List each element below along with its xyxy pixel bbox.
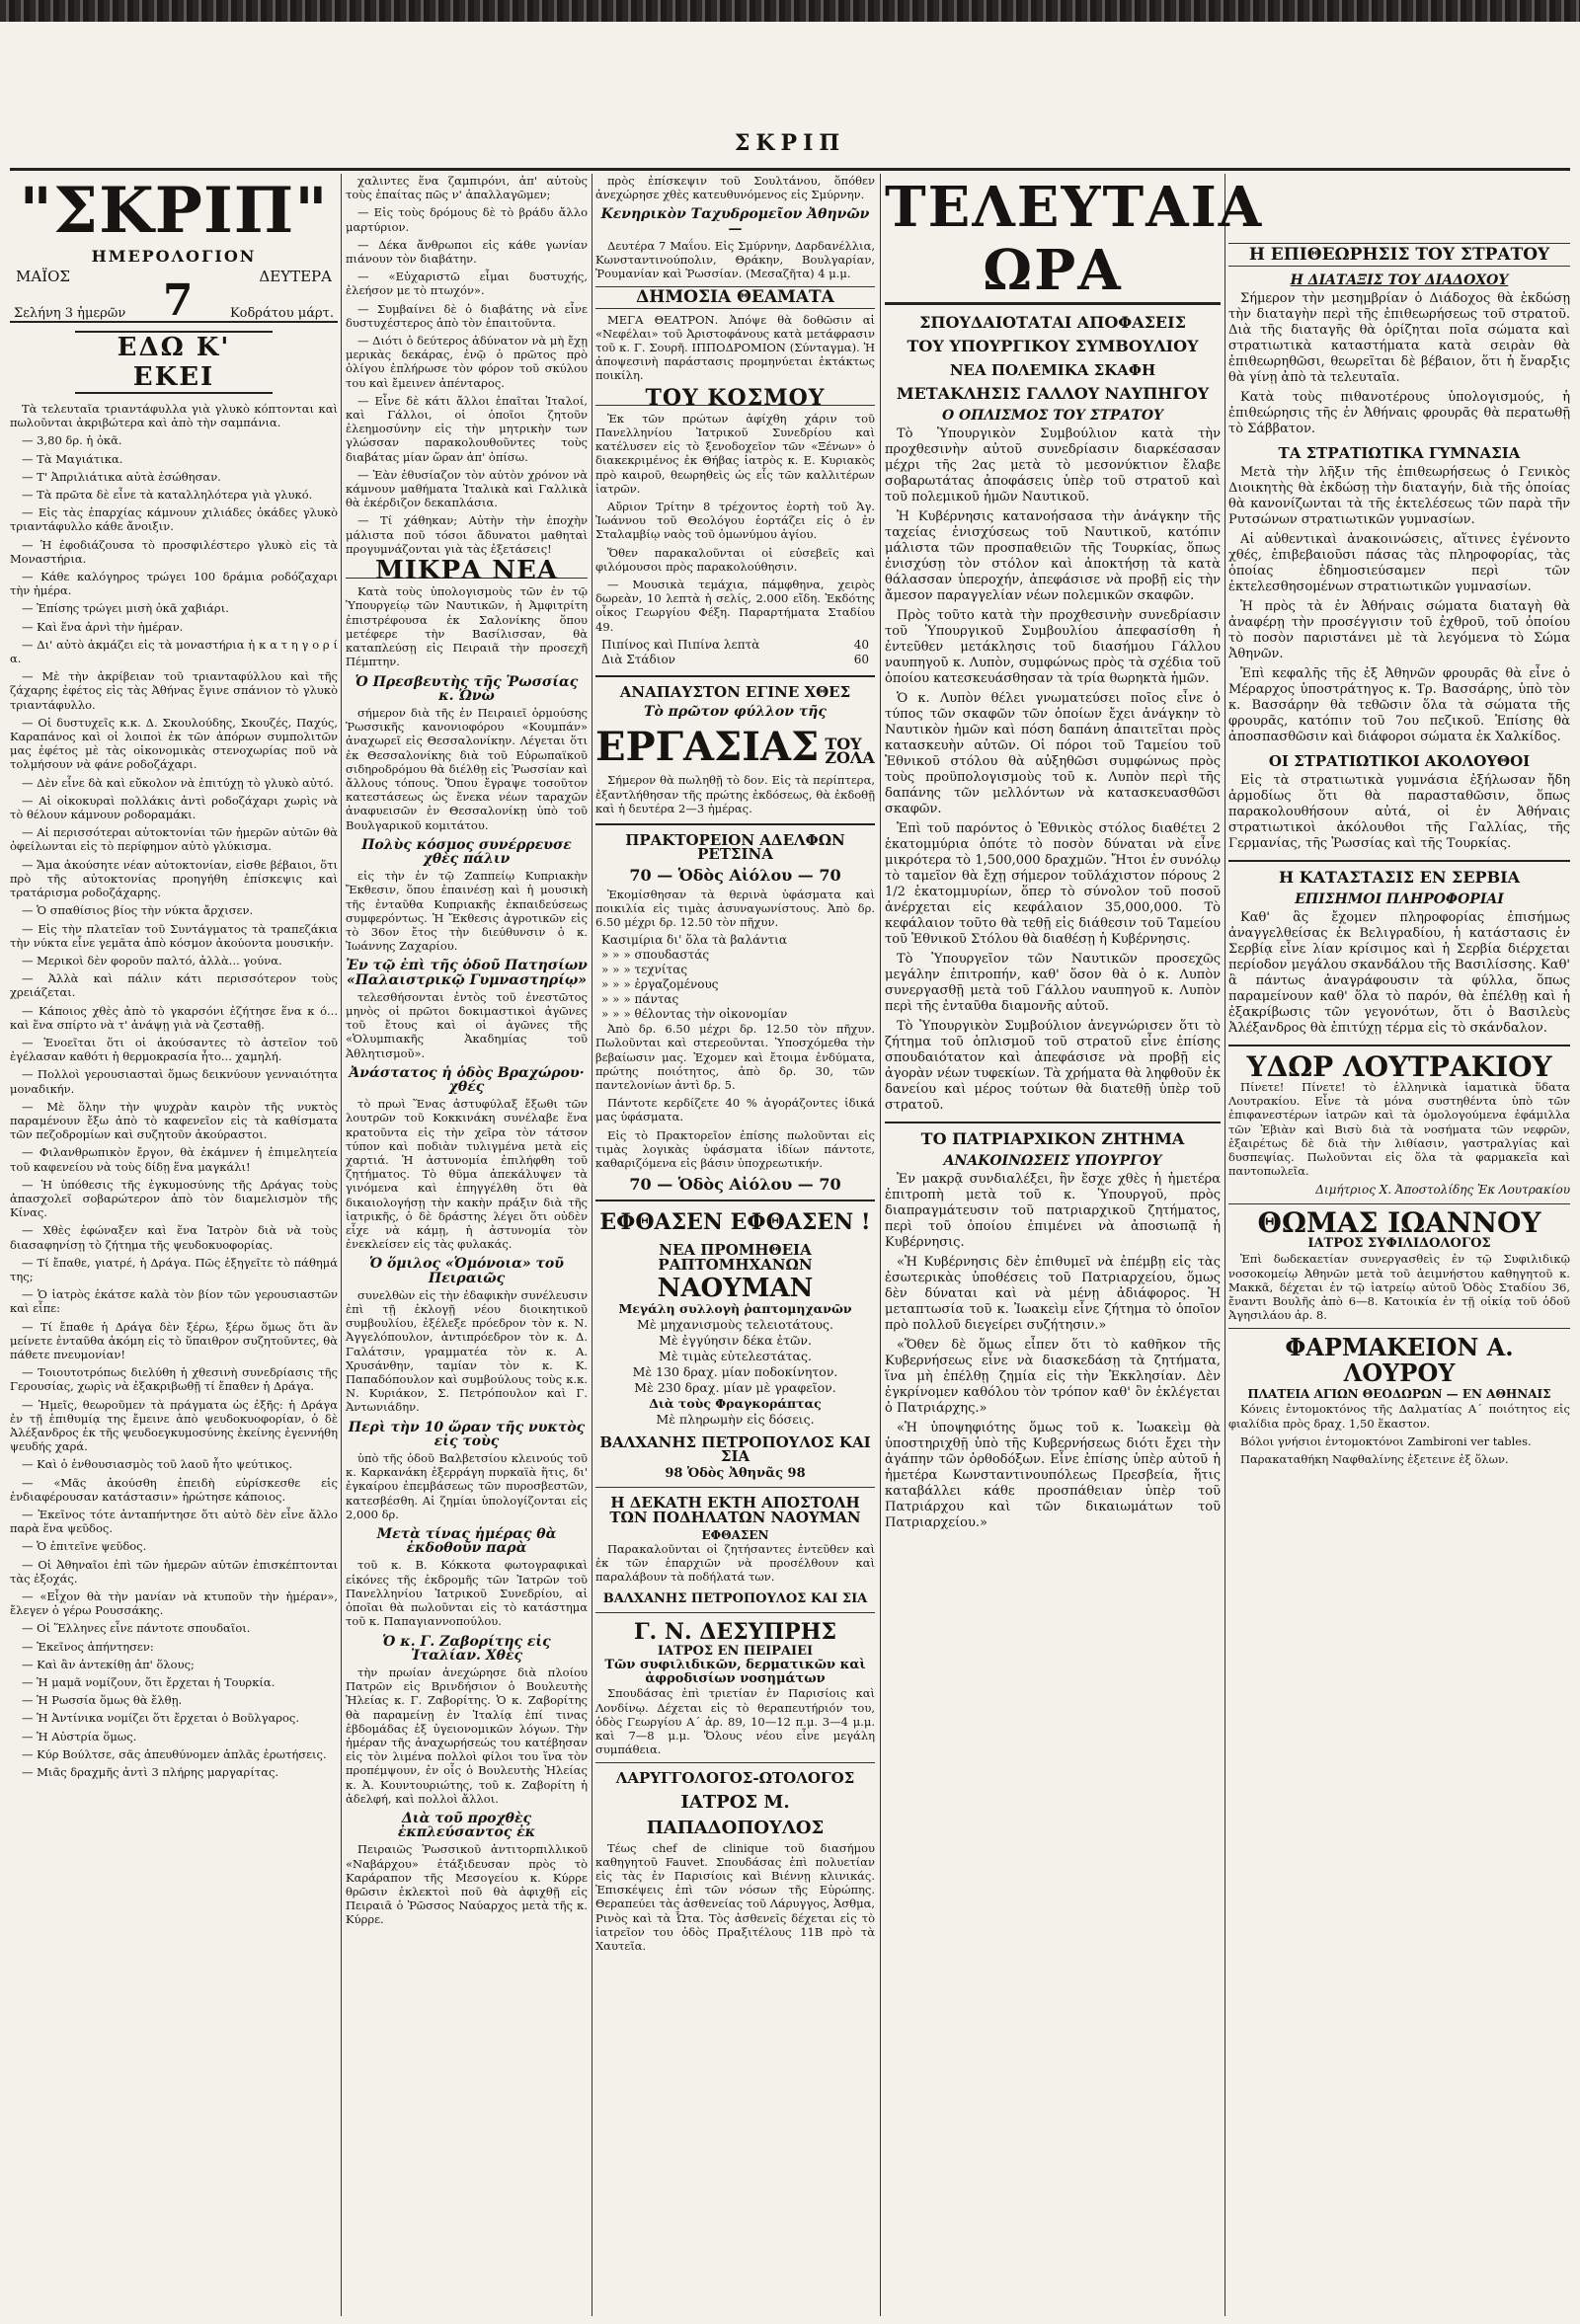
pharmakeion-text: Κόνεις ἐντομοκτόνος τῆς Δαλματίας Α΄ ποιότητος εἰς φιαλίδια πρὸς δραχ. 1,50 ἕκαστον. (1228, 1402, 1570, 1431)
paragraph: — Μερικοὶ δὲν φοροῦν παλτό, ἀλλὰ... γούνα. (22, 953, 282, 968)
paragraph: — «Εἶχον θὰ τὴν μανίαν νὰ κτυποῦν τὴν ἡμέραν», ἔλεγεν ὁ γέρω Ρουσσάκης. (10, 1589, 338, 1618)
paragraph: Τὸ Ὑπουργικὸν Συμβούλιον κατὰ τὴν προχθεσινὴν αὐτοῦ συνεδρίασιν διαρκέσασαν μέχρι τῆς 2ας μετὰ τὸ μεσονύκτιον ἔλαβε σοβαρωτάτας ἀποφάσεις ὑπὲρ τοῦ στρατοῦ καὶ τοῦ πολεμικοῦ ἡμῶν Ναυτικοῦ. (885, 426, 1221, 504)
paragraph: — Δι' αὐτὸ ἀκμάζει εἰς τὰ μοναστήρια ἡ κ α τ η γ ο ρ ί α. (10, 637, 338, 666)
divider (595, 1487, 875, 1488)
divider (1228, 1328, 1570, 1329)
retsina-list-item: » » » θέλοντας τὴν οἰκονομίαν (601, 1007, 788, 1022)
paragraph: Τὰ τελευταῖα τριαντάφυλλα γιὰ γλυκὸ κόπτονται καὶ πωλοῦνται ἀκριβώτερα καὶ ἀπὸ τὴν σαμπάνια. (10, 402, 338, 430)
head-thomas: ΘΩΜΑΣ ΙΩΑΝΝΟΥ (1257, 1206, 1541, 1240)
paragraph: Μετὰ τὴν λῆξιν τῆς ἐπιθεωρήσεως ὁ Γενικὸς Διοικητὴς θὰ ἐκδώσῃ τὴν διαταγήν, διὰ τῆς ὁποίας θὰ κανονίζωνται τὰ τῆς ἐκτελέσεως τῶν παρὰ τῆν Ρυτσώνων στρατιωτικῶν γυμνασίων. (1228, 465, 1570, 527)
price-item: Διὰ Στάδιον (601, 652, 675, 666)
pharmakeion-text-3: Παρακαταθήκη Ναφθαλίνης ἐξετεινε ἐξ ὅλων. (1240, 1452, 1509, 1467)
apostoli-firm: ΒΑΛΧΑΝΗΣ ΠΕΤΡΟΠΟΥΛΟΣ ΚΑΙ ΣΙΑ (602, 1590, 868, 1606)
post-text: Δευτέρα 7 Μαΐου. Εἰς Σμύρνην, Δαρδανέλλια, Κωνσταντινούπολιν, Θράκην, Βουλγαρίαν, Ῥουμανίαν καὶ Ῥωσσίαν. (Μεσαζῆτα) 4 μ.μ. (595, 238, 875, 281)
heading-tou-kosmou: ΤΟΥ ΚΟΣΜΟΥ (595, 391, 875, 406)
ergasias-title-row (595, 722, 875, 773)
head-akolouthoi: ΟΙ ΣΤΡΑΤΙΩΤΙΚΟΙ ΑΚΟΛΟΥΘΟΙ (1268, 752, 1531, 770)
divider (1228, 1045, 1570, 1046)
desipris-text: Σπουδάσας ἐπὶ τριετίαν ἐν Παρισίοις καὶ Λονδίνῳ. Δέχεται εἰς τὸ θεραπευτήριόν του, ὁδὸς Γεωργίου Α΄ ἀρ. 89, 10—12 π.μ. 3—4 μ.μ. καὶ 7—8 μ.μ. Ὅλους νέου εἶνε μεγάλη συμπάθεια. (595, 1686, 875, 1757)
papadopoulos-text: Τέως chef de clinique τοῦ διασήμου καθηγητοῦ Fauvet. Σπουδάσας ἐπὶ πολυετίαν εἰς τὰς ἐν Παρισίοις καὶ Βιέννῃ κλινικάς. Ἐπισκέψεις ἐπὶ τῶν νόσων τῆς Εὐρώπης. Θεραπεύει τὰς ἀσθενείας τοῦ Λάρυγγος, Ἀσθμα, Ρινὸς καὶ τὰ Ὦτα. Τὸς ἀσθενεῖς δέχεται εἰς τὸ ἰατρεῖον του ὁδὸς Πραξιτέλους 11Β πρὸ τὰ Χαυτεῖα. (595, 1840, 875, 1954)
paragraph: — Ἐκεῖνος τότε ἀνταπήντησε ὅτι αὐτὸ δὲν εἶνε ἄλλο παρὰ ἕνα ψεῦδος. (10, 1508, 338, 1536)
paragraph: — Φιλανθρωπικὸν ἔργον, θὰ ἐκάμνεν ἡ ἐπιμελητεία τοῦ καφενείου νὰ τοὺς δίδῃ ἕνα μαγκάλι! (10, 1145, 338, 1174)
paragraph: — Χθὲς ἐφώναξεν καὶ ἕνα Ἰατρὸν διὰ νὰ τοὺς διασαφηνίσῃ τὸ ζήτημα τῆς ψευδοκυοφορίας. (10, 1223, 338, 1252)
heading-otologos: ΛΑΡΥΓΓΟΛΟΓΟΣ-ΩΤΟΛΟΓΟΣ (615, 1769, 855, 1788)
news-item: τοῦ κ. Β. Κόκκοτα φωτογραφικαὶ εἰκόνες τῆς ἐκδρομῆς τῶν Ἰατρῶν τοῦ Πανελληνίου Ἰατρικοῦ Συνεδρίου, αἱ ὁποῖαι θὰ πωλοῦνται εἰς τὸ κατάστημα τοῦ κ. Παπαγιαννοπούλου. (346, 1558, 588, 1629)
retsina-list-item: » » » πάντας (601, 992, 679, 1007)
paragraph: — Καὶ ὁ ἐνθουσιασμὸς τοῦ λαοῦ ἦτο ψεύτικος. (22, 1457, 293, 1472)
news-item: τὸ πρωὶ Ἕνας ἀστυφύλαξ ἔξωθι τῶν λουτρῶν τοῦ Κοκκινάκη συνέλαβε ἕνα κρατοῦντα εἰς τὴν χεῖρα τὸν τάτσον τύπον καὶ ποδιὰν τυλιγμένα μετὰ εἰς χαρτιά. Ἡ ἀστυνομία ἐπιλήφθη τοῦ ζητήματος. Τὸ θῦμα ἀπεκάλυψεν τὰ γινόμενα καὶ ἐπηγγέλθη ὅτι θὰ δικαιολογήσῃ τὴν κακὴν πράξιν διὰ τῆς ἰατρικῆς, ὁ δὲ δράστης λέγει ὅτι οὐδὲν εἶχε νὰ κάμῃ, ἡ ἀστυνομία τὸν ἐνεκλείσεν εἰς τὰς φυλακάς. (346, 1097, 588, 1252)
retsina-list (595, 933, 875, 1022)
paragraph: — Δέκα ἄνθρωποι εἰς κάθε γωνίαν πιάνουν τὸν διαβάτην. (346, 237, 588, 267)
saint-of-day: Κοδράτου μάρτ. (229, 306, 334, 321)
paragraph: — Ἡμεῖς, θεωροῦμεν τὰ πράγματα ὡς ἑξῆς: ἡ Δράγα ἐν τῇ ἐπιθυμίᾳ της ἔμεινε ἀπὸ ψευδοκυοφορίαν, ὁ δὲ Ἀλέξανδρος ἐκ τῆς ψευδοεγκυμοσύνης ἐκείνης ἐγεννήθη ψευδής χαρά. (10, 1397, 338, 1454)
paragraph: — Τί ἔπαθε ἡ Δράγα δὲν ξέρω, ξέρω ὅμως ὅτι ἂν μείνετε ἐνταῦθα ἀκόμη εἰς τὸ ὕπαιθρον συζητοῦντες, θὰ πάθετε πνευμονίαν! (10, 1319, 338, 1361)
paragraph: — Οἱ δυστυχεῖς κ.κ. Δ. Σκουλούδης, Σκουζές, Παχύς, Καραπάνος καὶ οἱ λοιποὶ ἐκ τῶν ἀπόρων συμπολιτῶν μας ἐφέτος μὲ τὰς οἰκονομικὰς στενοχωρίας ποῦ νὰ τολμήσουν νὰ φάνε ροδοζάχαρι. (10, 715, 338, 772)
divider (1228, 860, 1570, 862)
price-row (595, 653, 875, 667)
heading-desipris: Γ. Ν. ΔΕΣΥΠΡΗΣ (633, 1618, 837, 1645)
paragraph: Τὸ Ὑπουργεῖον τῶν Ναυτικῶν προσεχῶς μεγάλην ἐπιτροπήν, καθ' ὅσον θὰ ὁ κ. Λυπὸν συνεργασθῇ μετὰ τοῦ Γάλλου ναυπηγοῦ κ. Λυπὸν περὶ τῆς ἐνταῦθα διαμονῆς αὐτοῦ. (885, 952, 1221, 1014)
naouman-list-item: Μὲ τιμὰς εὐτελεστάτας. (659, 1348, 812, 1363)
news-item: Κατὰ τοὺς ὑπολογισμοὺς τῶν ἐν τῷ Ὑπουργείῳ τῶν Ναυτικῶν, ἡ Ἀμφιτρίτη ἐπιστρέφουσα ἐκ Σαλονίκης ὅπου μετέφερε τὴν Βασίλισσαν, θὰ καταπλεύσῃ εἰς Πειραιᾶ τὴν προσεχῆ Πέμπτην. (346, 584, 588, 669)
retsina-text-2: Ἀπὸ δρ. 6.50 μέχρι δρ. 12.50 τὸν πῆχυν. Πωλοῦνται καὶ στερεοῦνται. Ὑποσχόμεθα τὴν βεβαίωσιν μας. Ἐχομεν καὶ ἔτοιμα ἐνδύματα, πρώτης ποιότητος, ἀπὸ δρ. 30, τῶν παντελονίων ἀντὶ δρ. 5. (595, 1022, 875, 1092)
news-item: εἰς τὴν ἐν τῷ Ζαππείῳ Κυπριακὴν Ἔκθεσιν, ὅπου ἐπαινέσῃ καὶ ἡ μουσικὴ τῆς ἐνταῦθα Κυπριακῆς ἐκπαιδεύσεως συμφερόντως. Ἡ Ἔκθεσις ἀγροτικῶν εἰς τὸ 36ον ἔτος τὴν διεύθυνσιν ὁ κ. Ἰωάννης Ζαχαρίου. (346, 869, 588, 954)
pharmakeion-text-2: Βόλοι γνήσιοι ἐντομοκτόνοι Zambironi ver tables. (1240, 1433, 1532, 1448)
paragraph: — Αἱ περισσότεραι αὐτοκτονίαι τῶν ἡμερῶν αὐτῶν θὰ ὀφείλωνται εἰς τὸ περίφημον αὐτὸ γλύκισμα. (10, 825, 338, 854)
paragraph: Αἱ αὐθεντικαὶ ἀνακοινώσεις, αἵτινες ἐγένοντο χθές, ἐπιβεβαιοῦσι πάσας τὰς πληροφορίας, τὰς ὁποίας ἐδημοσιεύσαμεν περὶ τῶν ἐκτελεσθησομένων στρατιωτικῶν γυμνασίων. (1228, 532, 1570, 594)
month: ΜΑΪΟΣ (16, 268, 71, 285)
heading-dimosia-theamata: ΔΗΜΟΣΙΑ ΘΕΑΜΑΤΑ (595, 286, 875, 308)
naouman-list-item: Μὲ μηχανισμοὺς τελειοτάτους. (637, 1316, 833, 1332)
serbia-text: Καθ' ἃς ἔχομεν πληροφορίας ἐπισήμως ἀναγγελθείσας ἐκ Βελιγραδίου, ἡ κατάστασις ἐν Σερβίᾳ εἶνε λίαν κρίσιμος καὶ ἡ Σερβία διέρχεται περίοδον μεγάλου σκανδάλου τῆς Βασιλίσσης. Καθ' ἃ πάντως ἀναγράφουσιν τὰ φύλλα, ὅπως παραμείνουν καθ' ὅλα τὸ παρόν, θὰ ἐπέλθῃ καὶ ἡ ἐξακρίβωσις τῶν γεγονότων, ὅτι ὁ Βασιλεὺς Ἀλέξανδρος θὰ ἐπιτύχῃ τέρμα εἰς τὸ σκάνδαλον. (1228, 910, 1570, 1036)
paragraph: — Καὶ ἂν ἀντεκίθῃ ἀπ' ὅλους; (22, 1657, 195, 1671)
column-rule (880, 174, 881, 2316)
thomas-text: Ἐπὶ δωδεκαετίαν συνεργασθεὶς ἐν τῷ Συφιλιδικῷ νοσοκομείῳ Ἀθηνῶν μετὰ τοῦ ἀειμνήστου καθηγητοῦ κ. Μακκᾶ, δέχεται ἐν τῷ ἰατρείῳ αὐτοῦ Ὁδὸς Σταδίου 36, ἔναντι Βουλῆς ἀπὸ 6—8. Κατοικία ἐν τῇ οἰκίᾳ τοῦ ὁδοῦ Ἀγησιλάου ἀρ. 8. (1228, 1252, 1570, 1323)
theamata-text: ΜΕΓΑ ΘΕΑΤΡΟΝ. Ἀπόψε θὰ δοθῶσιν αἱ «Νεφέλαι» τοῦ Ἀριστοφάνους κατὰ μετάφρασιν τοῦ κ. Γ. Σουρῆ. ΙΠΠΟΔΡΟΜΙΟΝ (Σύνταγμα). Ἡ ἀποψεσινὴ παράστασις προμηνύεται ἐκτάκτως ποικίλη. (595, 312, 875, 383)
heading-promitheia: ΝΕΑ ΠΡΟΜΗΘΕΙΑ ΡΑΠΤΟΜΗΧΑΝΩΝ (658, 1241, 813, 1274)
divider (1228, 1203, 1570, 1204)
paragraph: — Τὰ πρῶτα δὲ εἶνε τὰ καταλληλότερα γιὰ γλυκό. (22, 488, 313, 503)
paragraph: Αὔριον Τρίτην 8 τρέχοντος ἑορτὴ τοῦ Ἁγ. Ἰωάννου τοῦ Θεολόγου ἑορτάζει εἰς ὁ ἐν Σταλαμβίῳ ναὸς τοῦ ὁμωνύμου ἁγίου. (595, 500, 875, 542)
masthead-subtitle: ΗΜΕΡΟΛΟΓΙΟΝ (91, 247, 257, 266)
patriarch-text (885, 1172, 1221, 1531)
price-row (595, 638, 875, 653)
retsina-list-item: » » » τεχνίτας (601, 963, 688, 977)
paragraph: — Μὲ τὴν ἀκρίβειαν τοῦ τριανταφύλλου καὶ τῆς ζάχαρης ἐφέτος εἰς τὰς Ἀθήνας ἔγινε σπάνιον τὸ γλυκὸ τριαντάφυλλο. (10, 669, 338, 712)
news-item: τὴν πρωίαν ἀνεχώρησε διὰ πλοίου Πατρῶν εἰς Βρινδήσιον ὁ Βουλευτὴς Ἠλείας κ. Γ. Ζαβορίτης. Ὁ κ. Ζαβορίτης θὰ παραμείνῃ ἐν Ἰταλίᾳ ἐπί τινας ἑβδομάδας ἐξ ὑγειονομικῶν λόγων. Τὴν ἡμέραν τῆς ἀναχωρήσεώς του κατέβησαν εἰς τὸν λιμένα πολλοὶ φίλοι του ἵνα τὸν προπέμψουν, ἐν οἷς ὁ Βουλευτὴς Ἠλείας κ. Ἀ. Κουντουριώτης, τοῦ κ. Ζαβορίτη ἡ ἀδελφή, καὶ πολλοὶ ἄλλοι. (346, 1665, 588, 1806)
price-value: 40 (853, 637, 869, 652)
paragraph: χαλιντες ἕνα ζαμπιρόνι, ἀπ' αὐτοὺς τοὺς ἐπαίτας πῶς ν' ἀπαλλαγῶμεν; (346, 174, 588, 202)
paragraph: — Ἡ ἐφοδιάζουσα τὸ προσφιλέστερο γλυκὸ εἰς τὰ Μοναστήρια. (10, 537, 338, 566)
paragraph: «Ἡ Κυβέρνησις δὲν ἐπιθυμεῖ νὰ ἐπέμβῃ εἰς τὰς ἐσωτερικὰς ὑποθέσεις τοῦ Πατριαρχείου, ὅμως δὲν δύναται καὶ νὰ μένῃ ἀδιάφορος. Ἡ μεταπτωσία τοῦ κ. Ἰωακεὶμ εἶνε ζήτημα τὸ ὁποῖον πρὸ πολλοῦ διεγείρει συζήτησιν.» (885, 1255, 1221, 1333)
news-heading: Ἀνάστατος ἡ ὁδὸς Βραχώρου· χθές (349, 1064, 585, 1095)
news-item: πρὸς ἐπίσκεψιν τοῦ Σουλτάνου, ὅπόθεν ἀνεχώρησε χθὲς κατευθυνόμενος εἰς Σμύρνην. (595, 174, 875, 202)
head-serbia: Η ΚΑΤΑΣΤΑΣΙΣ ΕΝ ΣΕΡΒΙΑ (1279, 868, 1520, 887)
paragraph: — Εἰς τὰς ἐπαρχίας κάμνουν χιλιάδες ὀκάδες γλυκὸ τριαντάφυλλο κάθε ἄνοιξιν. (10, 505, 338, 534)
retsina-text-4: Εἰς τὸ Πρακτορεῖον ἐπίσης πωλοῦνται εἰς τιμὰς λογικὰς ὑφάσματα ἰδίων πάντοτε, καθαριζόμενα εἰς βάσιν ὑποχρεωτικήν. (595, 1127, 875, 1170)
heading-naouman: ΝΑΟΥΜΑΝ (657, 1273, 814, 1303)
paragraph: Κατὰ τοὺς πιθανοτέρους ὑπολογισμούς, ἡ ἐπιθεώρησις τῆς ἐν Ἀθήναις φρουρᾶς θὰ περατωθῇ τὸ Σάββατον. (1228, 390, 1570, 436)
head-gymnasia: ΤΑ ΣΤΡΑΤΙΩΤΙΚΑ ΓΥΜΝΑΣΙΑ (1278, 444, 1521, 462)
news-heading: Διὰ τοῦ προχθὲς ἐκπλεύσαντος ἐκ (397, 1810, 536, 1841)
retsina-list-item: » » » ἐργαζομένους (601, 977, 719, 992)
news-item: ὑπὸ τῆς ὁδοῦ Βαλβετσίου κλεινούς τοῦ κ. Καρκανάκη ἐξερράγη πυρκαϊὰ ἥτις, δι' ἐγκαίρου ἐπεμβάσεως τῶν πυροσβεστῶν, κατεσβέσθη. Αἱ ζημίαι ὑπολογίζονται εἰς 2,000 δρ. (346, 1451, 588, 1521)
head-nea-skafi: ΝΕΑ ΠΟΛΕΜΙΚΑ ΣΚΑΦΗ (949, 361, 1156, 379)
paragraph: — Εἰς τὴν πλατεῖαν τοῦ Συντάγματος τὰ τραπεζάκια τὴν νύκτα εἶνε γεμᾶτα ἀπὸ κόσμον ἀκούοντα μουσικήν. (10, 921, 338, 950)
divider (595, 675, 875, 677)
head-metaklisis: ΜΕΤΑΚΛΗΣΙΣ ΓΑΛΛΟΥ ΝΑΥΠΗΓΟΥ (896, 384, 1210, 403)
paragraph: — Κάθε καλόγηρος τρώγει 100 δράμια ροδόζαχαρι τὴν ἡμέρα. (10, 570, 338, 598)
paragraph: — Ὁ ἐπιτεῖνε ψεῦδος. (22, 1539, 147, 1554)
paragraph: — «Μᾶς ἀκούσθη ἐπειδὴ εὑρίσκεσθε εἰς ἐνδιαφέρουσαν κατάστασιν» ἠρώτησε κάποιος. (10, 1475, 338, 1504)
news-item: συνελθὼν εἰς τὴν ἐδαφικὴν συνέλευσιν ἐπὶ τῇ ἐκλογῇ νέου διοικητικοῦ συμβουλίου, ἐξέλεξε πρόεδρον τὸν κ. Ν. Ἀγγελόπουλον, ἀντιπρόεδρον τὸν κ. Δ. Γαλάτσιν, γραμματέα τὸν κ. Α. Χρυσάνθην, ταμίαν τὸν κ. Κ. Παπαδόπουλον καὶ συμβούλους τοὺς κ.κ. Ν. Κυριάκον, Σ. Πετρόπουλον καὶ Γ. Ἀντωνιάδην. (346, 1287, 588, 1415)
heading-retsina: ΠΡΑΚΤΟΡΕΙΟΝ ΑΔΕΛΦΩΝ ΡΕΤΣΙΝΑ (625, 830, 845, 864)
column-1-text (10, 402, 338, 1779)
price-list (595, 638, 875, 667)
news-item: Πειραιῶς Ῥωσσικοῦ ἀντιτορπιλλικοῦ «Ναβάρχου» ἐτάξιδευσαν πρὸς τὸ Καράραπον τῆς Μεσογείου κ. Κύρρε θρῶσιν ἐκλεκτοὶ ποῦ θὰ ἀφιχθῇ εἰς Πειραιᾶ ὁ Ῥῶσσος Ναύαρχος μετὰ τῆς κ. Κύρρε. (346, 1842, 588, 1927)
retsina-address: 70 — Ὁδὸς Αἰόλου — 70 (629, 866, 841, 886)
news-heading: Πολὺς κόσμος συνέρρευσε χθὲς πάλιν (361, 836, 572, 867)
running-head: ΣΚΡΙΠ (734, 130, 846, 156)
paragraph: Σήμερον τὴν μεσημβρίαν ὁ Διάδοχος θὰ ἐκδώσῃ τὴν διαταγὴν περὶ τῆς ἐπιθεωρήσεως τοῦ στρατοῦ. Διὰ τῆς διαταγῆς θὰ ὁρίζηται ποῖα σώματα καὶ στρατιωτικὰ καταστήματα κατὰ σειρὰν θὰ ἐπιθεωρηθῶσι, θεωρεῖται δὲ βέβαιον, ὅτι ἡ ἔναρξις θὰ γίνῃ ἀπὸ τὰ τελευταῖα. (1228, 291, 1570, 385)
news-item: τελεσθήσονται ἐντὸς τοῦ ἐνεστῶτος μηνὸς οἱ πρῶτοι δοκιμαστικοὶ ἀγῶνες τοῦ ἔτους καὶ οἱ ἀγῶνες τῆς «Ὁλυμπιακῆς Ἀκαδημίας τοῦ Ἀθλητισμοῦ». (346, 989, 588, 1060)
masthead-title: "ΣΚΡΙΠ" (19, 174, 329, 248)
paragraph: — «Εὐχαριστῶ εἶμαι δυστυχής, ἐλεήσον με τὸ πτωχόν». (346, 270, 588, 298)
moon-phase: Σελήνη 3 ἡμερῶν (14, 306, 126, 321)
paragraph: «Ἡ ὑποψηφιότης ὅμως τοῦ κ. Ἰωακεὶμ θὰ ὑποστηριχθῇ ὑπὸ τῆς Κυβερνήσεως διότι ἔχει τὴν ἀγάπην τῶν ὀρθοδόξων. Εἶνε ἐπίσης ὑπὲρ αὐτοῦ ἡ ἡμετέρα Κωνσταντινουπόλεως Πρεσβεία, ἥτις καταβάλλει κάθε προσπάθειαν ὑπὲρ τοῦ Πατριάρχου καὶ τῶν δικαιωμάτων τοῦ Πατριαρχείου.» (885, 1421, 1221, 1530)
divider (595, 1762, 875, 1763)
heading-papadopoulos: ΙΑΤΡΟΣ Μ. ΠΑΠΑΔΟΠΟΥΛΟΣ (646, 1791, 825, 1838)
head-apofaseis: ΣΠΟΥΔΑΙΟΤΑΤΑΙ ΑΠΟΦΑΣΕΙΣ (919, 313, 1186, 332)
naouman-list-item: Μὲ πληρωμὴν εἰς δόσεις. (656, 1411, 815, 1427)
news-heading: Ὁ ὅμιλος «Ὁμόνοια» τοῦ Πειραιῶς (369, 1256, 564, 1286)
paragraph: — Εἰς τοὺς δρόμους δὲ τὸ βράδυ ἄλλο μαρτύριον. (346, 205, 588, 234)
epitheorisis-text (1228, 291, 1570, 437)
column-3 (595, 174, 875, 2316)
paragraph: — Αἱ οἰκοκυραὶ πολλάκις ἀντὶ ροδοζάχαρι χωρὶς νὰ τὸ θέλουν κάμνουν ροδοραμάκι. (10, 793, 338, 822)
paragraph: — Ἡ Ρωσσία ὅμως θὰ ἔλθῃ. (22, 1693, 183, 1708)
paragraph: — Κάποιος χθὲς ἀπὸ τὸ γκαρσόνι ἐζήτησε ἕνα κ ό... καὶ ἕνα σπίρτο νὰ τ' ἀνάψῃ γιὰ νὰ ζεσταθῇ. (10, 1003, 338, 1032)
top-rule (10, 168, 1570, 171)
heading-mikra-nea: ΜΙΚΡΑ ΝΕΑ (346, 564, 588, 579)
teleutaia-text (885, 426, 1221, 1114)
desipris-spec: Τῶν συφιλιδικῶν, δερματικῶν καὶ ἀφροδισίων νοσημάτων (604, 1658, 866, 1687)
head-anakoinoseis: ΑΝΑΚΟΙΝΩΣΕΙΣ ΥΠΟΥΡΓΟΥ (943, 1153, 1162, 1169)
divider (595, 1612, 875, 1613)
paragraph: — Ἐὰν ἐθυσίαζον τὸν αὐτὸν χρόνον νὰ κάμνουν μαθήματα Ἰταλικὰ καὶ Γαλλικὰ θὰ ἐκέρδιζον δεκαπλάσια. (346, 467, 588, 510)
naouman-list (595, 1301, 875, 1428)
naouman-list-item: Διὰ τοὺς Φραγκοράπτας (649, 1395, 822, 1411)
paragraph: Ἐκ τῶν πρώτων ἀφίχθη χάριν τοῦ Πανελληνίου Ἰατρικοῦ Συνεδρίου καὶ κατέλυσεν εἰς τὸ ξενοδοχεῖον τῶν «Ξένων» ὁ διακεκριμένος ἐκ Θήβας ἰατρὸς κ. Ε. Κυριακὸς πρὸ καιροῦ, θεωρηθεὶς ὡς εἷς τῶν καλλιτέρων ἰατρῶν. (595, 411, 875, 496)
efthasen-small: ΕΦΘΑΣΕΝ (701, 1527, 769, 1542)
retsina-list-item: Κασιμίρια δι' ὅλα τὰ βαλάντια (601, 933, 787, 948)
paragraph: Ἐν μακρᾷ συνδιαλέξει, ἣν ἔσχε χθὲς ἡ ἡμετέρα ἐπιτροπὴ μετὰ τοῦ κ. Ὑπουργοῦ, πρὸς διαπραγμάτευσιν τοῦ πατριαρχικοῦ ζητήματος, περὶ τοῦ ὁποίου ἐπιμένει νὰ ἀποσιωπᾷ ἡ Κυβέρνησις. (885, 1172, 1221, 1250)
paragraph: Ἐπὶ κεφαλῆς τῆς ἐξ Ἀθηνῶν φρουρᾶς θὰ εἶνε ὁ Μέραρχος ὑποστράτηγος κ. Τρ. Βασσάρης, ὑπὸ τὸν κ. Βασσάρην θὰ τεθῶσιν ὅλα τὰ σώματα τῆς φρουρᾶς, κατόπιν τοῦ 7ου πεζικοῦ. Ἐπίσης θὰ ἀποσπασθῶσιν καὶ διάφοροι σώματα ἐκ Χαλκίδος. (1228, 666, 1570, 744)
paragraph: — Συμβαίνει δὲ ὁ διαβάτης νὰ εἶνε δυστυχέστερος ἀπὸ τὸν ἐπαιτοῦντα. (346, 301, 588, 330)
paragraph: — Ἡ Ἀντίνικα νομίζει ὅτι ἔρχεται ὁ Βοῦλγαρος. (22, 1711, 300, 1726)
paragraph: Ὁ κ. Λυπὸν θέλει γνωματεύσει ποῖος εἶνε ὁ τύπος τῶν σκαφῶν τῶν ὁποίων ἔχει ἀνάγκην τὸ Ναυτικὸν ἡμῶν καὶ πόση δαπάνη ἀπαιτεῖται πρὸς κατασκευὴν αὐτῶν. Οἱ πόροι τοῦ Ταμείου τοῦ Ἐθνικοῦ στόλου θὰ αὐξηθῶσι συμφώνως πρὸς τοὺς προϋπολογισμοὺς τοῦ κ. Λυπὸν περὶ τῆς δαπάνης τῶν μελλόντων νὰ κατασκευασθῶσι σκαφῶν. (885, 691, 1221, 816)
paragraph: — Ἐκεῖνος ἀπήντησεν: (22, 1639, 154, 1654)
naouman-list-item: Μεγάλη συλλογὴ ῥαπτομηχανῶν (618, 1300, 852, 1316)
paragraph: — Ἡ Αὐστρία ὅμως. (22, 1729, 137, 1743)
paragraph: — Διότι ὁ δεύτερος ἀδύνατον νὰ μὴ ἔχῃ μερικὰς δεκάρας, ἐνῷ ὁ πρῶτος πρὸ ὀλίγου ἐπλήρωσε τὸν φόρον τοῦ σκύλου του καὶ ἔμεινεν ἀπένταρος. (346, 334, 588, 390)
paragraph: — Τ' Ἀπριλιάτικα αὐτὰ ἐσώθησαν. (22, 469, 221, 484)
retsina-list-item: » » » σπουδαστάς (601, 948, 710, 963)
news-heading: Ὁ Πρεσβευτὴς τῆς Ῥωσσίας κ. Ὡνὼ (355, 673, 579, 704)
gymnasia-text (1228, 465, 1570, 745)
column-heading-edo-kekei: ΕΔΩ Κ' ΕΚΕΙ (75, 331, 273, 394)
paragraph: — Ἄμα ἀκούσητε νέαν αὐτοκτονίαν, εἰσθε βέβαιοι, ὅτι πρὸ τῆς αὐτοκτονίας προηγήθη ἐπίσκεψις καὶ τρατάρισμα ροδοζάχαρης. (10, 857, 338, 900)
news-heading: Μετὰ τίνας ἡμέρας θὰ ἐκδοθοῦν παρὰ (376, 1526, 557, 1557)
loutrakiou-signature: Διμήτριος Χ. Ἀποστολίδης Ἐκ Λουτρακίου (1315, 1183, 1570, 1198)
desipris-title: ΙΑΤΡΟΣ ΕΝ ΠΕΙΡΑΙΕΙ (657, 1643, 814, 1659)
head-loutrakiou: ΥΔΩΡ ΛΟΥΤΡΑΚΙΟΥ (1246, 1050, 1552, 1083)
paragraph: — Ἡ μαμᾶ νομίζουν, ὅτι ἔρχεται ἡ Τουρκία. (22, 1675, 276, 1690)
price-item: Πιπίνος καὶ Πιπίνα λεπτὰ (601, 637, 760, 652)
sub-pharmakeion: ΠΛΑΤΕΙΑ ΑΓΙΩΝ ΘΕΟΔΩΡΩΝ — ΕΝ ΑΘΗΝΑΙΣ (1247, 1387, 1551, 1402)
paragraph: — Ἐπίσης τρώγει μισὴ ὀκᾶ χαβιάρι. (22, 601, 229, 616)
loutrakiou-text: Πίνετε! Πίνετε! τὸ ἑλληνικὰ ἰαματικὰ ὕδατα Λουτρακίου. Εἶνε τὰ μόνα συστηθέντα ὑπὸ τῶν ἐπιφανεστέρων ἰατρῶν καὶ τὰ ὁμολογούμενα ἐφάμιλλα τῶν Ἐβιὰν καὶ Βισὺ διὰ τὰ νοσήματα τῶν νεφρῶν, ἐξαιρέτως δὲ διὰ τὴν λιθίασιν, γαστραλγίας καὶ δυσπεψίας. Πωλοῦνται εἰς ὅλα τὰ φαρμακεῖα καὶ παντοπωλεῖα. (1228, 1080, 1570, 1179)
akolouthoi-text: Εἰς τὰ στρατιωτικὰ γυμνάσια ἐξήλωσαν ἤδη ἁρμοδίως ὅτι θὰ παρασταθῶσιν, ὅπως παρακολουθήσουν αὐτά, οἱ ἐν Ἀθήναις στρατιωτικοὶ ἀκόλουθοι τῆς Γαλλίας, τῆς Γερμανίας, τῆς Ῥωσσίας καὶ τῆς Τουρκίας. (1228, 773, 1570, 851)
anapavston-sub: Τὸ πρῶτον φύλλον τῆς (644, 704, 827, 721)
paragraph: — Οἱ Ἕλληνες εἶνε πάντοτε σπουδαῖοι. (22, 1621, 251, 1636)
heading-teleutaia-ora: ΤΕΛΕΥΤΑΙΑ ΩΡΑ (885, 175, 1264, 303)
news-item: σήμερον διὰ τῆς ἐν Πειραιεῖ ὁρμούσης Ῥωσσικῆς κανονιοφόρου «Κουμπάν» ἀναχωρεῖ εἰς Θεσσαλονίκην. Λέγεται ὅτι ἐκ Θεσσαλονίκης διὰ τοῦ Εὐρωπαϊκοῦ σιδηροδρόμου θὰ διέλθῃ εἰς Ῥωσσίαν καὶ ἄλλους τόπους. Ὅπου ἔγραψε τοσοῦτον κατεστάσεως ὡς ἕνεκα νέων ταραχῶν ἀναφυεισῶν ἐν Θεσσαλονίκῃ ὑπὸ τοῦ Βουλγαρικοῦ κομιτάτου. (346, 705, 588, 832)
head-pharmakeion: ΦΑΡΜΑΚΕΙΟΝ Α. ΛΟΥΡΟΥ (1285, 1333, 1514, 1388)
paragraph: — Κύρ Βούλτσε, σᾶς ἀπευθύνομεν ἀπλᾶς ἐρωτήσεις. (22, 1746, 327, 1761)
retsina-address-end: 70 — Ὁδὸς Αἰόλου — 70 (629, 1175, 841, 1195)
sub-thomas: ΙΑΤΡΟΣ ΣΥΦΙΛΙΔΟΛΟΓΟΣ (1307, 1236, 1491, 1252)
paragraph: Τὸ Ὑπουργικὸν Συμβούλιον ἀνεγνώρισεν ὅτι τὸ ζήτημα τοῦ ὁπλισμοῦ τοῦ στρατοῦ εἶνε ἐπίσης σπουδαιότατον καὶ ἀπεφάσισε νὰ προβῇ εἰς ἀγορὰν νέων τυφεκίων. Τὰ χρήματα θὰ ληφθοῦν ἐκ δανείου καὶ μέρος τούτων θὰ διατεθῇ ὑπὲρ τοῦ στρατοῦ. (885, 1019, 1221, 1113)
paragraph: — Ἀλλὰ καὶ πάλιν κάτι περισσότερον τοὺς χρειάζεται. (10, 971, 338, 1000)
tou-zola: ΤΟΥ ΖΟΛΑ (825, 734, 875, 768)
apostoli-text: Παρακαλοῦνται οἱ ζητήσαντες ἐντεῦθεν καὶ ἐκ τῶν ἐπαρχιῶν νὰ προσέλθουν καὶ παραλάβουν τὰ ποδήλατά των. (595, 1541, 875, 1585)
ergasias-text: Σήμερον θὰ πωληθῇ τὸ δον. Εἰς τὰ περίπτερα, ἐξαντλήθησαν τῆς πρώτης ἐκδόσεως, θὰ ἐκδοθῇ καὶ ἡ δευτέρα 2—3 ἡμέρας. (595, 773, 875, 815)
heading-apostoli: Η ΔΕΚΑΤΗ ΕΚΤΗ ΑΠΟΣΤΟΛΗ ΤΩΝ ΠΟΔΗΛΑΤΩΝ ΝΑΟΥΜΑΝ (609, 1494, 861, 1526)
paragraph: — Τοιουτοτρόπως διελύθη ἡ χθεσινὴ συνεδρίασις τῆς Γερουσίας, χωρὶς νὰ ἐξακριβωθῇ τί ἔπαθεν ἡ Δράγα. (10, 1365, 338, 1394)
column-5 (1228, 174, 1570, 2316)
retsina-text-3: Πάντοτε κερδίζετε 40 % ἀγοράζοντες ἰδικά μας ὑφάσματα. (595, 1096, 875, 1124)
heading-efthasen: ΕΦΘΑΣΕΝ ΕΦΘΑΣΕΝ ! (599, 1209, 871, 1236)
naouman-list-item: Μὲ ἐγγύησιν δέκα ἐτῶν. (659, 1332, 812, 1348)
news-heading: Ὁ κ. Γ. Ζαβορίτης εἰς Ἰταλίαν. Χθὲς (382, 1633, 551, 1664)
divider (885, 1122, 1221, 1123)
day-number: 7 (162, 275, 194, 326)
head-diataxi: Η ΔΙΑΤΑΞΙΣ ΤΟΥ ΔΙΑΔΟΧΟΥ (1290, 272, 1509, 288)
column-4 (885, 174, 1264, 2316)
naouman-list-item: Μὲ 230 δραχ. μίαν μὲ γραφεῖον. (634, 1379, 836, 1395)
heading-anapavston: ΑΝΑΠΑΥΣΤΟΝ ΕΓΙΝΕ ΧΘΕΣ (619, 682, 851, 701)
paragraph: Ὅθεν παρακαλοῦνται οἱ εὐσεβεῖς καὶ φιλόμουσοι πρὸς παρακολούθησιν. (595, 545, 875, 574)
column-2-top-text (346, 174, 588, 556)
head-epitheorisis: Η ΕΠΙΘΕΩΡΗΣΙΣ ΤΟΥ ΣΤΡΑΤΟΥ (1228, 243, 1570, 267)
paragraph: — Εἶνε δὲ κάτι ἄλλοι ἐπαῖται Ἰταλοί, καὶ Γάλλοι, οἱ ὁποῖοι ζητοῦν ἐλεημοσύνην εἰς τὴν μητρικὴν των γλώσσαν παρακολουθοῦντες τοὺς διαβάτας μίαν ὥραν ἀπ' ὀπίσω. (346, 393, 588, 464)
spacer (1228, 174, 1570, 237)
ergasias-title: ΕΡΓΑΣΙΑΣ (595, 724, 820, 771)
paragraph: — Οἱ Ἀθηναῖοι ἐπὶ τῶν ἡμερῶν αὐτῶν ἐπισκέπτονται τὰς ἐξοχάς. (10, 1557, 338, 1586)
news-heading: Ἐν τῷ ἐπὶ τῆς ὁδοῦ Πατησίων «Παλαιστρικῷ Γυμναστηρίῳ» (346, 958, 588, 988)
paragraph: — Ἐνοεῖται ὅτι οἱ ἀκούσαντες τὸ ἀστεῖον τοῦ ἐγέλασαν καθότι ἡ θερμοκρασία ἦτο... χαμηλή. (10, 1035, 338, 1064)
paragraph: — Καὶ ἕνα ἀρνὶ τὴν ἡμέραν. (22, 619, 184, 634)
head-symvoulio: ΤΟΥ ΥΠΟΥΡΓΙΚΟΥ ΣΥΜΒΟΥΛΙΟΥ (907, 337, 1199, 355)
column-1 (10, 174, 338, 2316)
column-rule (1224, 174, 1225, 2316)
paragraph: — 3,80 δρ. ἡ ὀκᾶ. (22, 433, 122, 448)
kosmou-text (595, 412, 875, 634)
paragraph: — Μιᾶς δραχμῆς ἀντὶ 3 πλήρης μαργαρίτας. (22, 1765, 279, 1780)
paragraph: — Μὲ ὅλην τὴν ψυχρὰν καιρὸν τῆς νυκτὸς παραμένουν ἔξω ἀπὸ τὸ καφενεῖον εἰς τὰ καθίσματα τῶν πεζοδρομίων καὶ συζητοῦν ἀκούραστοι. (10, 1099, 338, 1142)
scan-top-edge (0, 0, 1580, 22)
column-rule (341, 174, 342, 2316)
paragraph: — Ὁ ἰατρὸς ἐκάτσε καλὰ τὸν βίον τῶν γερουσιαστῶν καὶ εἶπε: (10, 1287, 338, 1316)
naouman-firm: ΒΑΛΧΑΝΗΣ ΠΕΤΡΟΠΟΥΛΟΣ ΚΑΙ ΣΙΑ (599, 1433, 871, 1465)
paragraph: Ἡ πρὸς τὰ ἐν Ἀθήναις σώματα διαταγὴ θὰ ἀναφέρῃ τὴν προσέγγισιν τοῦ ἐχθροῦ, τοῦ ὁποίου τὸ ποσὸν παριστάνει μὲ τὰ λεγόμενα τὸ Σώμα Ἀθηνῶν. (1228, 599, 1570, 661)
naouman-address: 98 Ὁδὸς Ἀθηνᾶς 98 (665, 1466, 806, 1482)
paragraph: — Τί ἔπαθε, γιατρέ, ἡ Δράγα. Πῶς ἐξηγεῖτε τὸ πάθημά της; (10, 1255, 338, 1283)
post-heading: Κενηρικὸν Ταχυδρομεῖον Ἀθηνῶν — (600, 206, 870, 237)
paragraph: Ἡ Κυβέρνησις κατανοήσασα τὴν ἀνάγκην τῆς ταχείας ἐνισχύσεως τοῦ Ναυτικοῦ, κατόπιν μάλιστα τῶν προσπαθειῶν τῆς Τουρκίας, ὅπως ἐνισχύσῃ τὸν στόλον καὶ ἀποκτήσῃ τὰ κατὰ θάλασσαν ὑπεροχήν, ἀπεφάσισε νὰ προβῇ εἰς τὴν ἄμεσον παραγγελίαν νέων πολεμικῶν σκαφῶν. (885, 509, 1221, 603)
paragraph: «Ὅθεν δὲ ὅμως εἶπεν ὅτι τὸ καθῆκον τῆς Κυβερνήσεως εἶνε νὰ διασκεδάσῃ τὰ ζητήματα, ἵνα μὴ ἐπέλθῃ ζημία εἰς τὴν Ἐκκλησίαν. Δὲν ἐγκρίνομεν καθόλου τὸν τρόπον καθ' ὃν ἐκλέγεται ὁ Πατριάρχης.» (885, 1338, 1221, 1416)
head-oplismos: Ο ΟΠΛΙΣΜΟΣ ΤΟΥ ΣΤΡΑΤΟΥ (941, 408, 1164, 424)
paragraph: — Τί χάθηκαν; Αὐτὴν τὴν ἐποχὴν μάλιστα ποῦ τόσοι ἄδυνατοι μαθηταὶ προγυμνάζονται γιὰ τὰς ἐξετάσεις! (346, 513, 588, 556)
retsina-text: Ἐκομίσθησαν τὰ θερινὰ ὑφάσματα καὶ ποικιλία εἰς τιμὰς ἀσυναγωνίστους. Ἀπὸ δρ. 6.50 μέχρι δρ. 12.50 τὸν πῆχυν. (595, 887, 875, 929)
weekday: ΔΕΥΤΕΡΑ (259, 268, 332, 285)
column-2 (346, 174, 588, 2316)
sub-serbia: ΕΠΙΣΗΜΟΙ ΠΛΗΡΟΦΟΡΙΑΙ (1295, 891, 1504, 907)
paragraph: Ἐπὶ τοῦ παρόντος ὁ Ἐθνικὸς στόλος διαθέτει 2 ἑκατομμύρια ὁπότε τὸ ποσὸν δύναται νὰ εἶνε μικρότερα τὸ 1,500,000 δραχμῶν. Ἤτοι ἐν συνόλῳ τὸ ταμεῖον θὰ ἔχῃ σήμερον τοῦλάχιστον πόρους 2 1/2 ἑκατομμυρίων, ὅπερ τὸ σύνολον τοῦ ποσοῦ ἀνέρχεται εἰς κεφάλαιον 35,000,000. Τὸ κεφάλαιον τοῦτο θὰ τεθῇ εἰς διάθεσιν τοῦ Ταμείου τοῦ Ἐθνικοῦ Στόλου θὰ διαθέσῃ ἡ Κυβέρνησις. (885, 821, 1221, 947)
price-value: 60 (853, 652, 869, 666)
paragraph: — Ἡ ὑπόθεσις τῆς ἐγκυμοσύνης τῆς Δράγας τοὺς ἀπασχολεῖ σοβαρώτερον ἀπὸ τὸν διαμελισμὸν τῆς Κίνας. (10, 1177, 338, 1220)
paragraph: — Δὲν εἶνε δὰ καὶ εὔκολον νὰ ἐπιτύχῃ τὸ γλυκὸ αὐτό. (22, 775, 334, 790)
news-heading: Περὶ τὴν 10 ὥραν τῆς νυκτὸς εἰς τοὺς (348, 1419, 586, 1449)
paragraph: — Ὁ σπαθίσιος βίος τὴν νύκτα ἄρχισεν. (22, 903, 254, 918)
naouman-list-item: Μὲ 130 δραχ. μίαν ποδοκίνητον. (632, 1363, 838, 1379)
paragraph: Πρὸς τοῦτο κατὰ τὴν προχθεσινὴν συνεδρίασιν τοῦ Ὑπουργικοῦ Συμβουλίου ἀπεφασίσθη ἡ ἐντεῦθεν μετάκλησις τοῦ διασήμου Γάλλου ναυπηγοῦ κ. Λυπὸν, συμφώνως πρὸς τὰ σχέδια τοῦ ὁποίου κατεσκευάσθησαν τὰ τρία θωρηκτὰ ἡμῶν. (885, 608, 1221, 686)
paragraph: — Μουσικὰ τεμάχια, πάμφθηνα, χειρὸς δωρεὰν, 10 λεπτὰ ἡ σελίς, 2.000 εἴδη. Ἐκδότης οἶκος Γεωργίου Φέξη. Παραρτήματα Σταδίου 49. (595, 578, 875, 634)
head-patriarchikon: ΤΟ ΠΑΤΡΙΑΡΧΙΚΟΝ ΖΗΤΗΜΑ (920, 1129, 1185, 1148)
divider (595, 1200, 875, 1201)
paragraph: — Πολλοὶ γερουσιασταὶ ὅμως δεικνύουν γενναιότητα μοναδικήν. (10, 1067, 338, 1096)
divider (595, 823, 875, 825)
paragraph: — Τὰ Μαγιάτικα. (22, 451, 123, 466)
